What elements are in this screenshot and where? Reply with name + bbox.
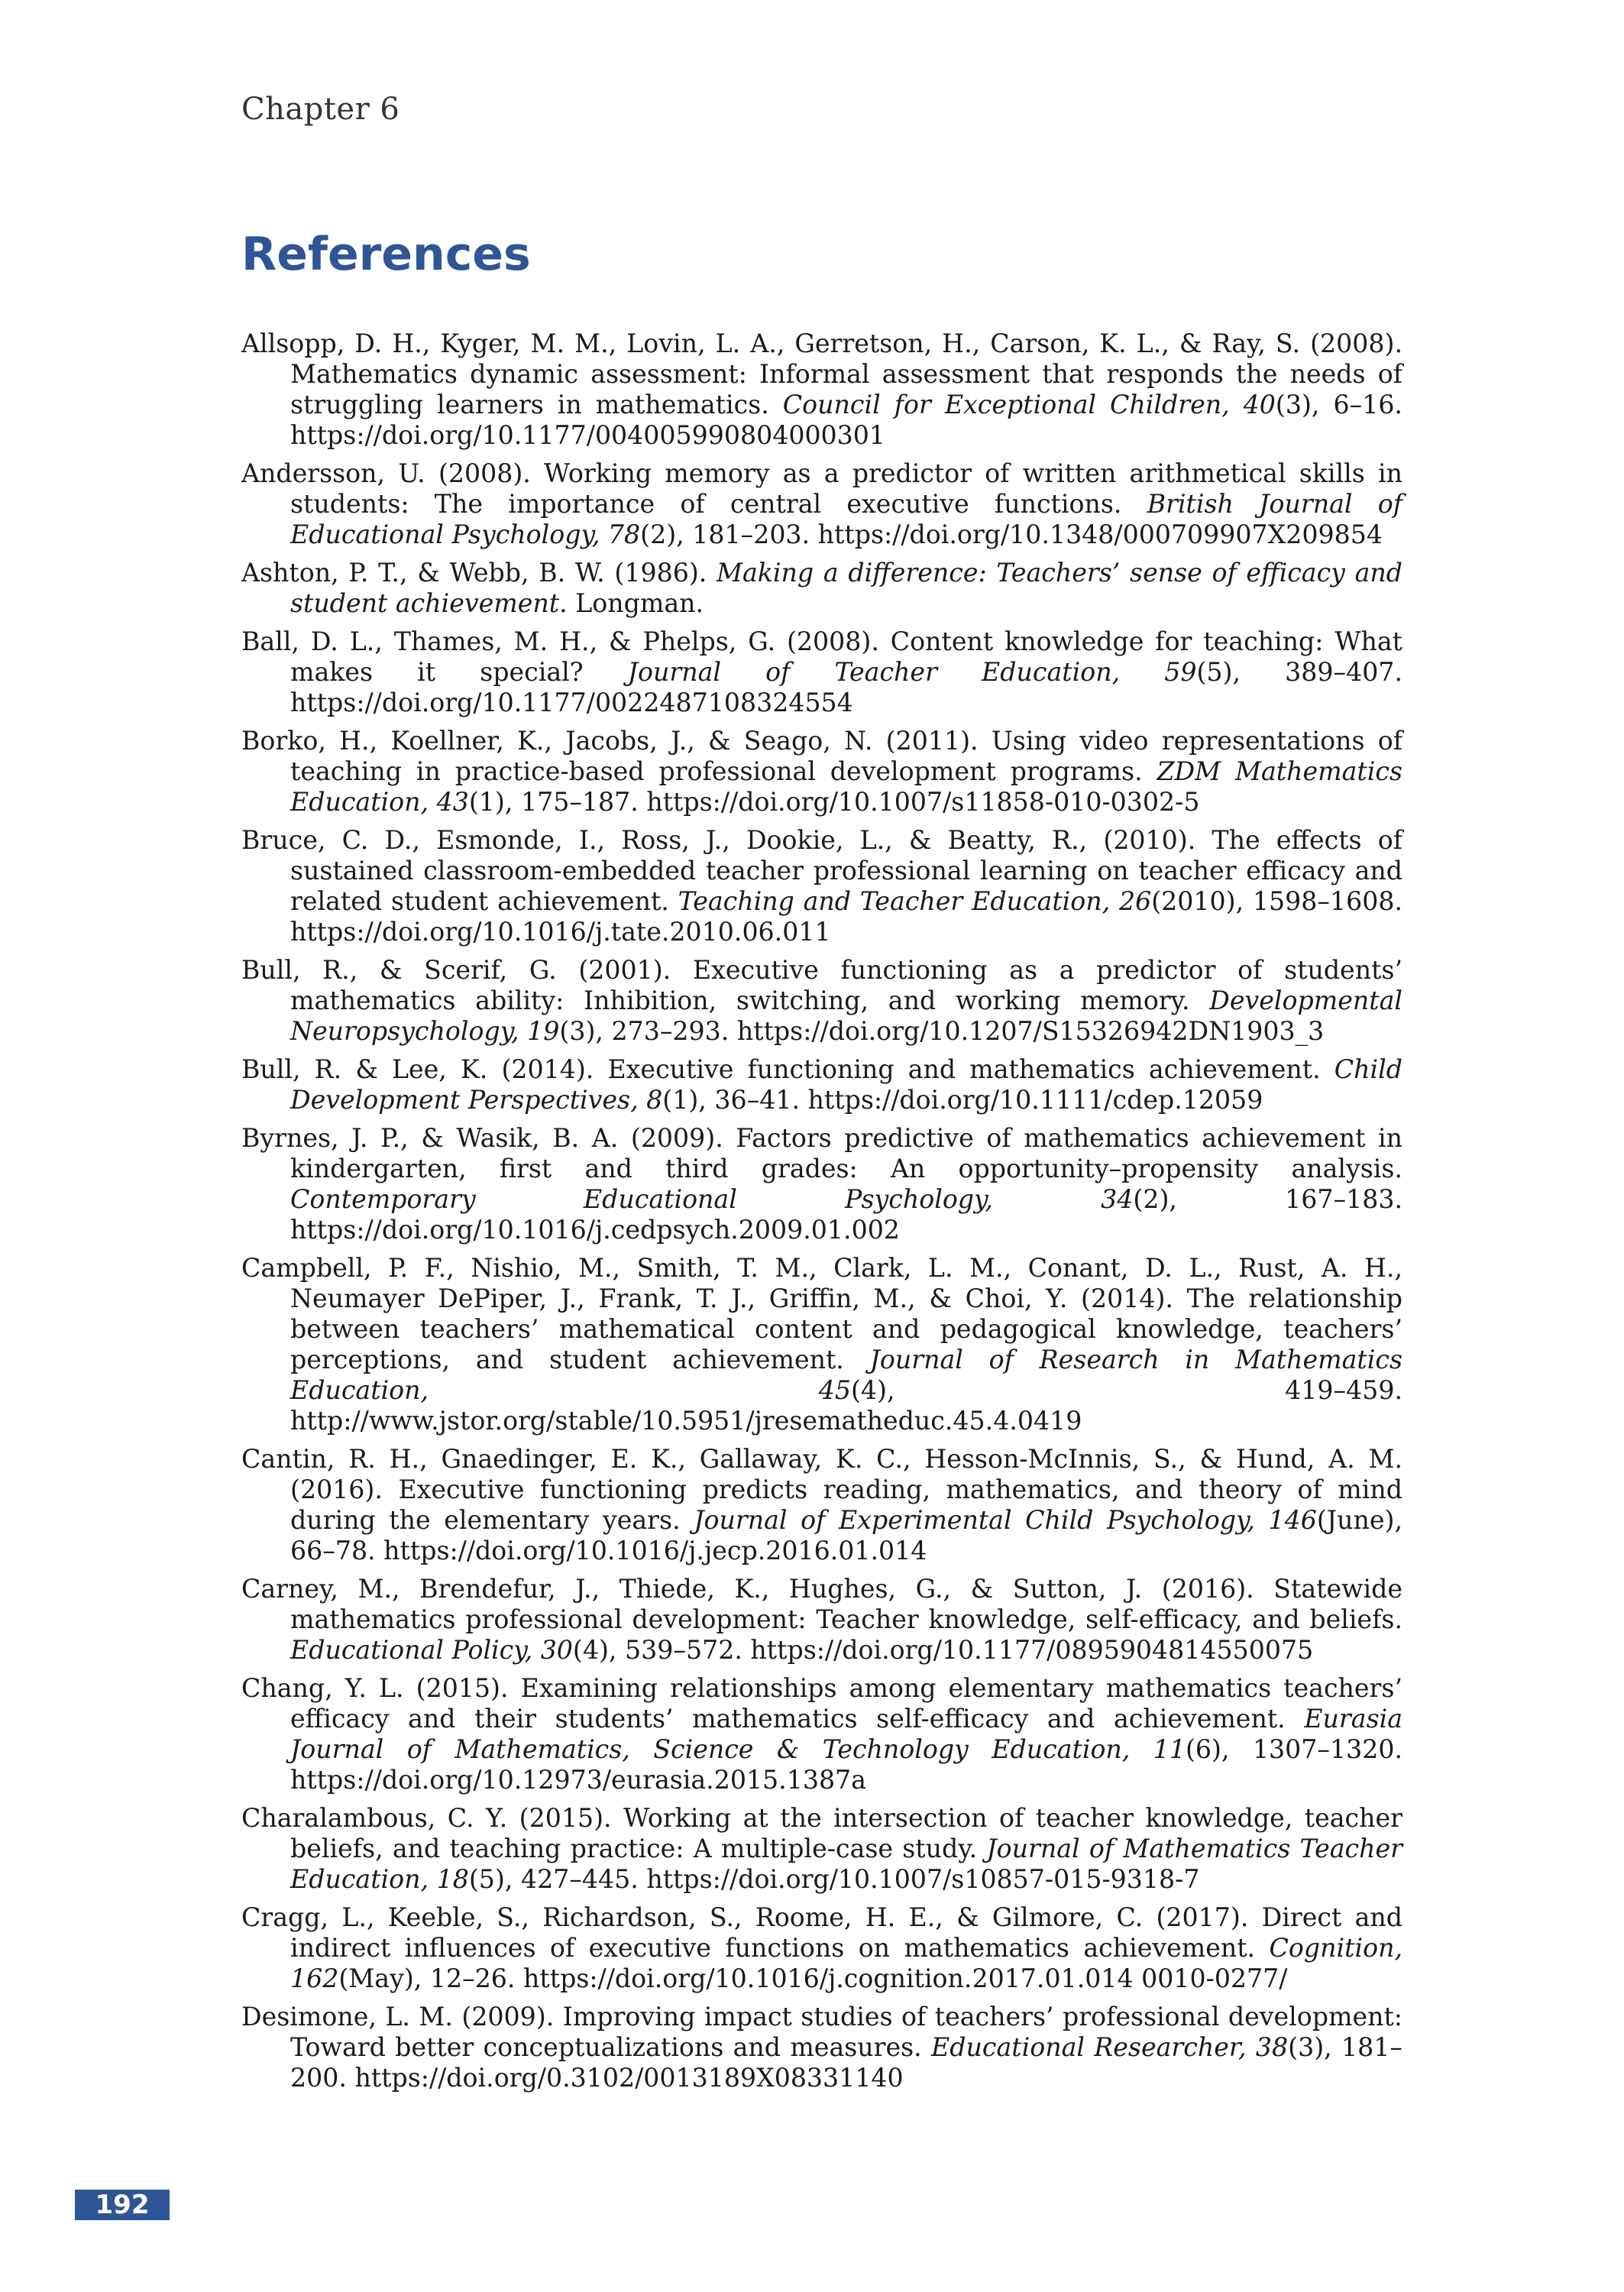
reference-entry: Carney, M., Brendefur, J., Thiede, K., Hughes, G., & Sutton, J. (2016). Statewide mathematics professional development: Teacher knowledge, self-efficacy, and beliefs. Educational Policy, 30(4), 539–572. https://doi.org/10.1177/0895904814550075 <box>241 1574 1402 1665</box>
reference-entry: Desimone, L. M. (2009). Improving impact studies of teachers’ professional development: Toward better conceptualizations and measures. Educational Researcher, 38(3), 181–200. https://doi.org/0.3102/0013189X08331140 <box>241 2002 1402 2093</box>
reference-entry: Cragg, L., Keeble, S., Richardson, S., Roome, H. E., & Gilmore, C. (2017). Direct and indirect influences of executive functions on mathematics achievement. Cognition, 162(May), 12–26. https://doi.org/10.1016/j.cognition.2017.01.014 0010-0277/ <box>241 1902 1402 1993</box>
reference-entry: Allsopp, D. H., Kyger, M. M., Lovin, L. A., Gerretson, H., Carson, K. L., & Ray, S. (2008). Mathematics dynamic assessment: Informal assessment that responds the needs of struggling learners in mathematics. Council for Exceptional Children, 40(3), 6–16. https://doi.org/10.1177/004005990804000301 <box>241 329 1402 450</box>
page-number: 192 <box>75 2190 170 2220</box>
reference-entry: Bruce, C. D., Esmonde, I., Ross, J., Dookie, L., & Beatty, R., (2010). The effects of sustained classroom-embedded teacher professional learning on teacher efficacy and related student achievement. Teaching and Teacher Education, 26(2010), 1598–1608. https://doi.org/10.1016/j.tate.2010.06.011 <box>241 825 1402 947</box>
reference-entry: Andersson, U. (2008). Working memory as a predictor of written arithmetical skills in students: The importance of central executive functions. British Journal of Educational Psychology, 78(2), 181–203. https://doi.org/10.1348/000709907X209854 <box>241 458 1402 549</box>
reference-entry: Bull, R. & Lee, K. (2014). Executive functioning and mathematics achievement. Child Development Perspectives, 8(1), 36–41. https://doi.org/10.1111/cdep.12059 <box>241 1054 1402 1115</box>
reference-entry: Ashton, P. T., & Webb, B. W. (1986). Making a difference: Teachers’ sense of efficacy and student achievement. Longman. <box>241 558 1403 618</box>
reference-entry: Cantin, R. H., Gnaedinger, E. K., Gallaway, K. C., Hesson-McInnis, S., & Hund, A. M. (2016). Executive functioning predicts reading, mathematics, and theory of mind during the elementary years. Journal of Experimental Child Psychology, 146(June), 66–78. https://doi.org/10.1016/j.jecp.2016.01.014 <box>241 1444 1402 1565</box>
reference-entry: Borko, H., Koellner, K., Jacobs, J., & Seago, N. (2011). Using video representations of teaching in practice-based professional development programs. ZDM Mathematics Education, 43(1), 175–187. https://doi.org/10.1007/s11858-010-0302-5 <box>241 726 1402 817</box>
reference-entry: Byrnes, J. P., & Wasik, B. A. (2009). Factors predictive of mathematics achievement in kindergarten, first and third grades: An opportunity–propensity analysis. Contemporary Educational Psychology, 34(2), 167–183. https://doi.org/10.1016/j.cedpsych.2009.01.002 <box>241 1123 1402 1245</box>
reference-entry: Charalambous, C. Y. (2015). Working at the intersection of teacher knowledge, teacher beliefs, and teaching practice: A multiple-case study. Journal of Mathematics Teacher Education, 18(5), 427–445. https://doi.org/10.1007/s10857-015-9318-7 <box>241 1803 1402 1894</box>
reference-list <box>241 329 1402 2101</box>
reference-entry: Chang, Y. L. (2015). Examining relationships among elementary mathematics teachers’ efficacy and their students’ mathematics self-efficacy and achievement. Eurasia Journal of Mathematics, Science & Technology Education, 11(6), 1307–1320. https://doi.org/10.12973/eurasia.2015.1387a <box>241 1673 1403 1795</box>
reference-entry: Ball, D. L., Thames, M. H., & Phelps, G. (2008). Content knowledge for teaching: What makes it special? Journal of Teacher Education, 59(5), 389–407. https://doi.org/10.1177/0022487108324554 <box>241 626 1402 717</box>
reference-entry: Bull, R., & Scerif, G. (2001). Executive functioning as a predictor of students’ mathematics ability: Inhibition, switching, and working memory. Developmental Neuropsychology, 19(3), 273–293. https://doi.org/10.1207/S15326942DN1903_3 <box>241 955 1402 1046</box>
page-title: References <box>241 228 531 281</box>
chapter-label: Chapter 6 <box>241 92 400 127</box>
reference-entry: Campbell, P. F., Nishio, M., Smith, T. M., Clark, L. M., Conant, D. L., Rust, A. H., Neumayer DePiper, J., Frank, T. J., Griffin, M., & Choi, Y. (2014). The relationship between teachers’ mathematical content and pedagogical knowledge, teachers’ perceptions, and student achievement. Journal of Research in Mathematics Education, 45(4), 419–459. http://www.jstor.org/stable/10.5951/jresematheduc.45.4.0419 <box>241 1253 1403 1436</box>
